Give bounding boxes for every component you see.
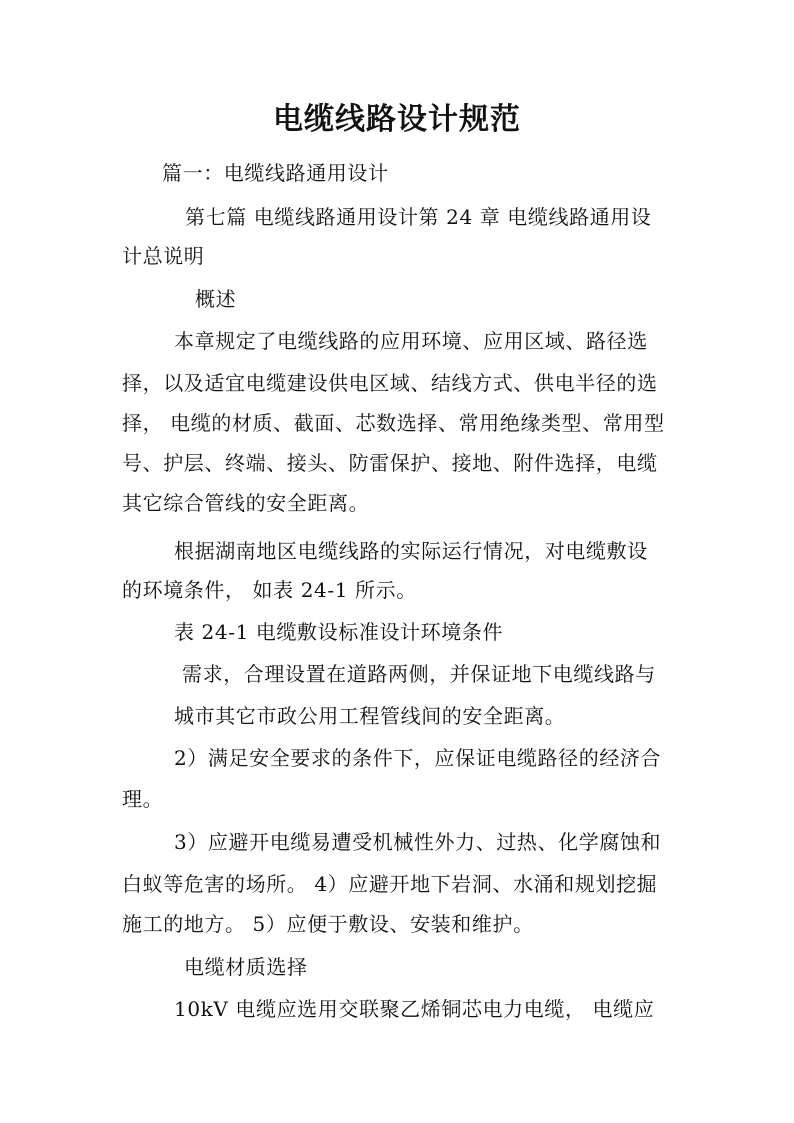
paragraph-line: 本章规定了电缆线路的应用环境、应用区域、路径选 [174, 329, 648, 353]
paragraph-line: 施工的地方。 5）应便于敷设、安装和维护。 [122, 912, 534, 936]
paragraph-line: 的环境条件， 如表 24-1 所示。 [122, 578, 417, 602]
paragraph-line: 白蚁等危害的场所。 4）应避开地下岩洞、水涌和规划挖掘 [122, 872, 658, 896]
paragraph-line: 择， 电缆的材质、截面、芯数选择、常用绝缘类型、常用型 [122, 411, 665, 435]
paragraph-line: 3）应避开电缆易遭受机械性外力、过热、化学腐蚀和 [174, 830, 662, 854]
subsection-heading: 电缆材质选择 [184, 955, 308, 979]
paragraph-line: 其它综合管线的安全距离。 [122, 491, 370, 515]
page-title: 电缆线路设计规范 [273, 102, 521, 137]
subsection-heading: 概述 [195, 287, 237, 311]
paragraph-line: 第七篇 电缆线路通用设计第 24 章 电缆线路通用设 [185, 205, 652, 229]
table-caption: 表 24-1 电缆敷设标准设计环境条件 [174, 620, 504, 644]
section-heading: 篇一：电缆线路通用设计 [162, 161, 389, 185]
paragraph-line: 计总说明 [122, 244, 205, 268]
paragraph-line: 2）满足安全要求的条件下，应保证电缆路径的经济合 [174, 746, 662, 770]
paragraph-line: 择，以及适宜电缆建设供电区域、结线方式、供电半径的选 [122, 371, 658, 395]
paragraph-line: 城市其它市政公用工程管线间的安全距离。 [174, 704, 566, 728]
paragraph-line: 根据湖南地区电缆线路的实际运行情况，对电缆敷设 [174, 539, 648, 563]
paragraph-line: 理。 [122, 787, 164, 811]
paragraph-line: 需求，合理设置在道路两侧，并保证地下电缆线路与 [182, 662, 656, 686]
paragraph-line: 号、护层、终端、接头、防雷保护、接地、附件选择，电缆 [122, 451, 658, 475]
paragraph-line: 10kV 电缆应选用交联聚乙烯铜芯电力电缆， 电缆应 [174, 997, 655, 1021]
